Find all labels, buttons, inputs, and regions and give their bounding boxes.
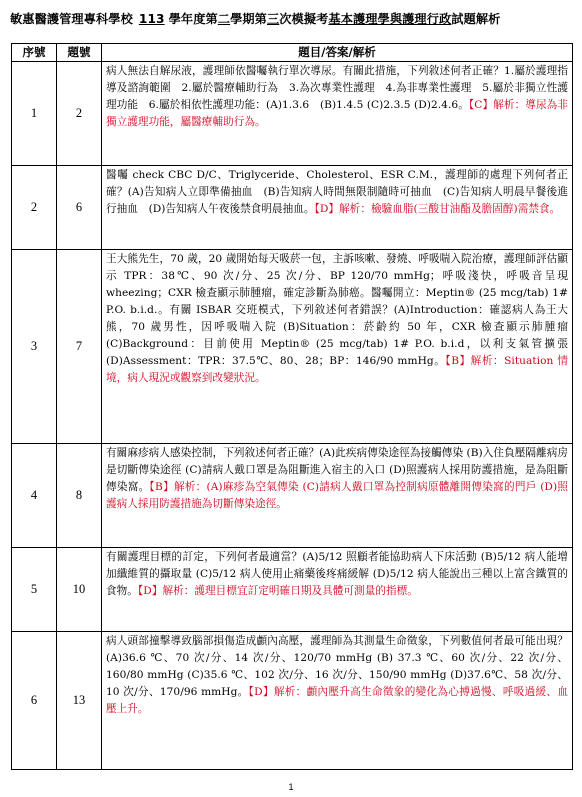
seq-cell: 5	[12, 548, 57, 632]
answer-text: 【D】解析：檢驗血脂(三酸甘油酯及膽固醇)需禁食。	[314, 203, 561, 215]
seq-cell: 2	[12, 166, 57, 250]
question-text: 病人頭部撞擊導致腦部損傷造成顱內高壓，護理師為其測量生命徵象，下列數值何者最可能出現？(A)36.6 ℃、70 次/分、14 次/分、120/70 mmHg (B) 37.3 ℃、60 次/分、22 次/分、160/80 mmHg (C)35.6 ℃、102 次/分、16 次/分、150/90 mmHg (D)37.6℃、58 次/分、10 次/分、170/96 mmHg。	[106, 635, 568, 698]
seq-cell: 6	[12, 632, 57, 770]
answer-text: 【C】解析：導尿為非獨立護理功能，屬醫療輔助行為。	[106, 99, 568, 128]
content-cell	[102, 444, 573, 548]
header-qno: 題號	[57, 44, 102, 62]
page-number: 1	[288, 782, 294, 792]
title-text: 學期第	[230, 12, 267, 26]
school-name: 敏惠醫護管理專科學校	[10, 12, 133, 26]
title-text: 學年度第	[168, 12, 218, 26]
question-text: 有關麻疹病人感染控制，下列敘述何者正確？(A)此疾病傳染途徑為接觸傳染 (B)入住負壓隔離病房是切斷傳染途徑 (C)請病人戴口罩是為阻斷進入宿主的入口 (D)照護病人採用防護措施，是為阻斷傳染窩。	[106, 447, 568, 493]
question-text: 醫囑 check CBC D/C、Triglyceride、Cholesterol、ESR C.M.，護理師的處理下列何者正確？(A)告知病人立即準備抽血 (B)告知病人時間無限制隨時可抽血 (C)告知病人明晨早餐後進行抽血 (D)告知病人午夜後禁食明晨抽血。	[106, 169, 568, 215]
content-cell	[102, 166, 573, 250]
header-content: 題目/答案/解析	[102, 44, 573, 62]
exam-number: 三	[266, 12, 280, 26]
content-cell	[102, 62, 573, 166]
seq-cell: 1	[12, 62, 57, 166]
answer-text: 【B】解析：Situation 情境，病人現況或觀察到改變狀況。	[106, 355, 568, 384]
answer-text: 【D】解析：顱內壓升高生命徵象的變化為心搏過慢、呼吸過緩、血壓上升。	[106, 686, 568, 715]
seq-cell: 4	[12, 444, 57, 548]
table-row	[12, 632, 573, 770]
academic-year: 113	[138, 12, 165, 26]
qno-cell: 6	[57, 166, 102, 250]
table-row	[12, 548, 573, 632]
header-seq: 序號	[12, 44, 57, 62]
title-text: 試題解析	[451, 12, 501, 26]
content-cell	[102, 250, 573, 444]
question-text: 病人無法自解尿液，護理師依醫囑執行單次導尿。有關此措施，下列敘述何者正確？1.屬於護理指導及諮詢範圍 2.屬於醫療輔助行為 3.為次專業性護理 4.為非專業性護理 5.屬於非獨立性護理功能 6.屬於相依性護理功能：(A)1.3.6 (B)1.4.5 (C)2.3.5 (D)2.4.6。	[106, 65, 568, 111]
title-text: 次模擬考	[279, 12, 329, 26]
content-cell	[102, 632, 573, 770]
table-row	[12, 166, 573, 250]
answer-text: 【B】解析：(A)麻疹為空氣傳染 (C)請病人戴口罩為控制病原體離開傳染窩的門戶 (D)照護病人採用防護措施為切斷傳染途徑。	[106, 481, 569, 510]
qno-cell: 7	[57, 250, 102, 444]
question-text: 王大熊先生，70 歲，20 歲開始每天吸菸一包，主訴咳嗽、發燒、呼吸喘入院治療，護理師評估顯示 TPR：38℃、90 次/分、25 次/分、BP 120/70 mmHg；呼吸淺快，呼吸音呈現 wheezing；CXR 檢查顯示肺腫瘤，確定診斷為肺癌。醫囑開立：Meptin® (25 mcg/tab) 1# P.O. b.i.d.。有關 ISBAR 交班模式，下列敘述何者錯誤？(A)Introduction：確認病人為王大熊，70 歲男性，因呼吸喘入院 (B)Situation：菸齡約 50 年，CXR 檢查顯示肺腫瘤 (C)Background：目前使用 Meptin® (25 mcg/tab) 1# P.O. b.i.d，以利支氣管擴張 (D)Assessment：TPR：37.5℃、80、28；BP：146/90 mmHg。	[106, 253, 568, 367]
table-row	[12, 250, 573, 444]
qno-cell: 10	[57, 548, 102, 632]
table-row	[12, 62, 573, 166]
subject: 基本護理學與護理行政	[328, 12, 452, 26]
qno-cell: 2	[57, 62, 102, 166]
answer-text: 【D】解析：護理目標宜訂定明確日期及具體可測量的指標。	[137, 585, 418, 597]
semester: 二	[217, 12, 231, 26]
qno-cell: 8	[57, 444, 102, 548]
seq-cell: 3	[12, 250, 57, 444]
table-row	[12, 444, 573, 548]
document-title	[10, 9, 576, 29]
content-cell	[102, 548, 573, 632]
question-text: 有關護理目標的訂定，下列何者最適當？(A)5/12 照顧者能協助病人下床活動 (B)5/12 病人能增加纖維質的攝取量 (C)5/12 病人使用止痛藥後疼痛緩解 (D)5/12 病人能說出三種以上富含鐵質的食物。	[106, 551, 568, 597]
qno-cell: 13	[57, 632, 102, 770]
table-header-row	[12, 44, 573, 62]
question-table	[11, 43, 573, 770]
